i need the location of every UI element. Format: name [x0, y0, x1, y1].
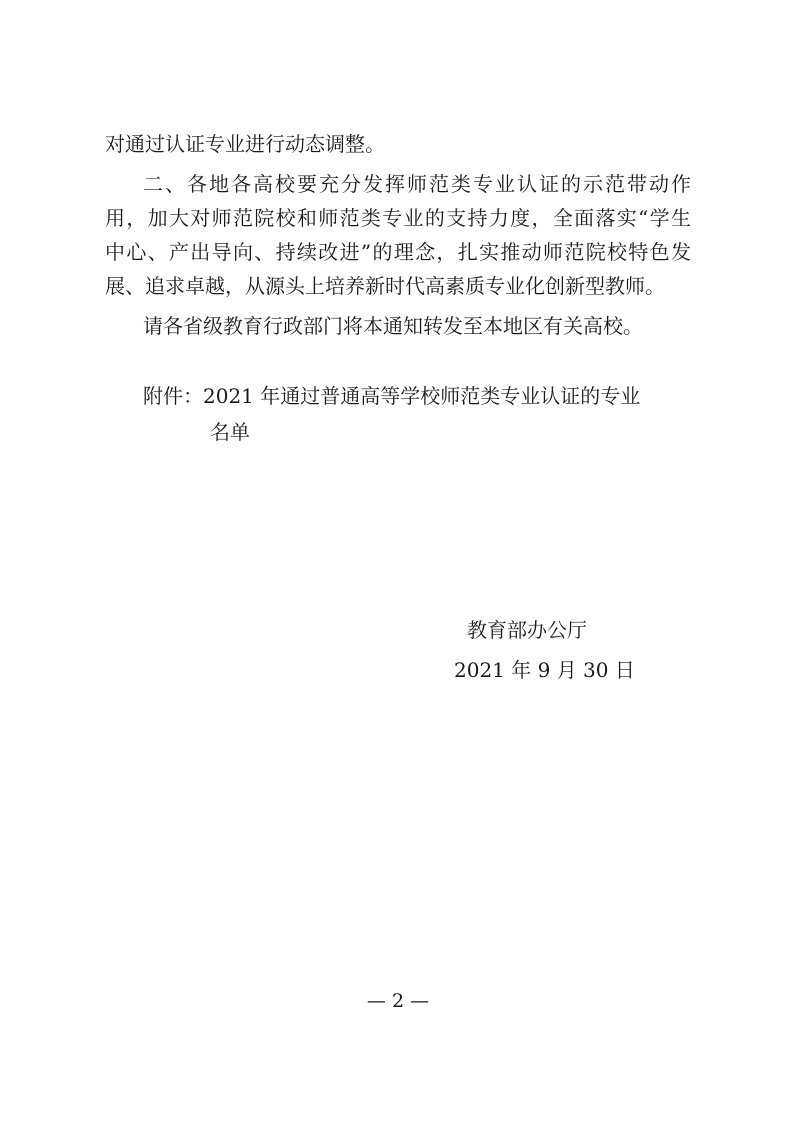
page-number: — 2 — — [366, 990, 430, 1012]
issue-date: 2021 年 9 月 30 日 — [454, 658, 635, 682]
paragraph-line: 二、各地各高校要充分发挥师范类专业认证的示范带动作 — [143, 172, 691, 196]
paragraph-line: 中心、产出导向、持续改进”的理念，扎实推动师范院校特色发 — [105, 240, 691, 264]
paragraph-line: 展、追求卓越，从源头上培养新时代高素质专业化创新型教师。 — [105, 274, 665, 298]
paragraph-line: 用，加大对师范院校和师范类专业的支持力度，全面落实“学生 — [105, 206, 691, 230]
paragraph-line: 请各省级教育行政部门将本通知转发至本地区有关高校。 — [143, 314, 643, 338]
attachment-line: 名单 — [210, 420, 250, 444]
issuer-name: 教育部办公厅 — [467, 618, 587, 642]
attachment-line: 附件：2021 年通过普通高等学校师范类专业认证的专业 — [143, 384, 641, 408]
paragraph-line: 对通过认证专业进行动态调整。 — [105, 132, 385, 156]
